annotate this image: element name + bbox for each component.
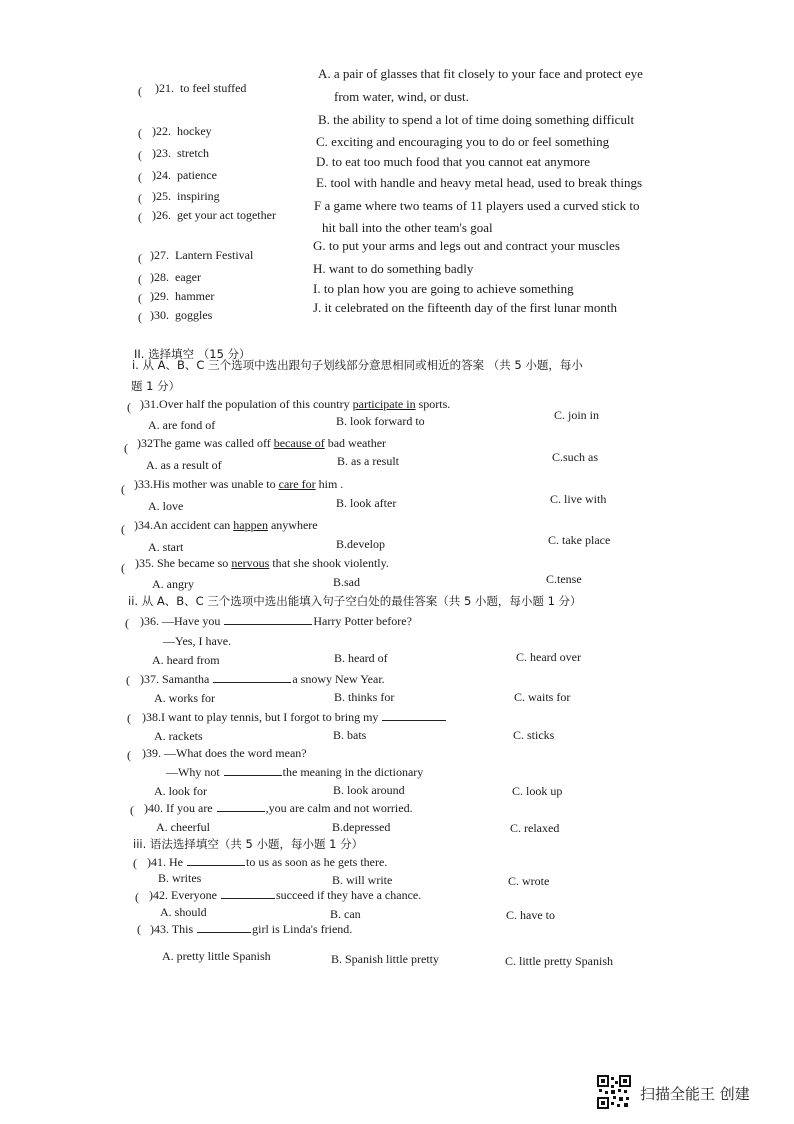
option-b: B. as a result (337, 454, 399, 468)
option-b: B. look around (333, 783, 405, 797)
option-a: A. heard from (152, 653, 220, 667)
question-33: )33.His mother was unable to care for him . (134, 477, 344, 491)
answer-paren: ( (138, 272, 142, 286)
question-38: )38.I want to play tennis, but I forgot to bring my (142, 710, 447, 725)
item-number: )21. (155, 81, 174, 95)
question-32: )32The game was called off because of bad weather (137, 436, 387, 450)
part-ii-instruction: ii. 从 A、B、C 三个选项中选出能填入句子空白处的最佳答案（共 5 小题，每小题 1 分） (128, 594, 582, 608)
option-b: B.develop (336, 537, 385, 551)
answer-paren: ( (126, 673, 130, 687)
definition-e: E. tool with handle and heavy metal head, used to break things (316, 175, 642, 190)
option-a: A. love (148, 499, 184, 513)
answer-blank (213, 681, 291, 683)
option-a: A. should (160, 905, 207, 919)
underlined-phrase: because of (273, 436, 325, 450)
answer-blank (197, 931, 251, 933)
question-39: )39. —What does the word mean? (142, 746, 307, 760)
underlined-phrase: care for (278, 477, 316, 491)
option-a: A. angry (152, 577, 194, 591)
option-a: A. cheerful (156, 820, 210, 834)
definition-d: D. to eat too much food that you cannot eat anymore (316, 154, 591, 169)
answer-paren: ( (135, 890, 139, 904)
option-c: C. join in (554, 408, 600, 422)
underlined-phrase: participate in (352, 397, 416, 411)
answer-paren: ( (127, 400, 131, 414)
dialogue-reply: —Yes, I have. (163, 634, 232, 648)
question-31: )31.Over half the population of this country participate in sports. (140, 397, 451, 411)
option-a: A. pretty little Spanish (162, 949, 271, 963)
answer-paren: ( (125, 616, 129, 630)
definition-h: H. want to do something badly (313, 261, 474, 276)
option-a: A. as a result of (146, 458, 222, 472)
option-b: B.depressed (332, 820, 391, 834)
answer-blank (382, 719, 446, 721)
option-b: B.sad (333, 575, 360, 589)
section-title: II. 选择填空 （15 分） (134, 347, 251, 361)
option-c: C.such as (552, 450, 598, 464)
item-text: stretch (177, 146, 209, 160)
item-number: )22. (152, 124, 171, 138)
question-36: )36. —Have you Harry Potter before? (140, 614, 412, 628)
part-i-instruction: i. 从 A、B、C 三个选项中选出跟句子划线部分意思相同或相近的答案 （共 5 小题，每小 (132, 358, 583, 372)
question-34: )34.An accident can happen anywhere (134, 518, 318, 532)
option-b: B. look after (336, 496, 397, 510)
answer-paren: ( (127, 711, 131, 725)
item-number: )24. (152, 168, 171, 182)
answer-paren: ( (130, 803, 134, 817)
option-c: C. take place (548, 533, 611, 547)
answer-paren: ( (138, 251, 142, 265)
answer-blank (224, 774, 282, 776)
item-text: to feel stuffed (180, 81, 247, 95)
item-text: Lantern Festival (175, 248, 254, 262)
definition-b: B. the ability to spend a lot of time doing something difficult (318, 112, 635, 127)
part-i-instruction-cont: 题 1 分） (131, 379, 181, 393)
item-text: patience (177, 168, 217, 182)
answer-blank (224, 623, 312, 625)
question-40: )40. If you are ,you are calm and not worried. (144, 801, 413, 815)
option-a: A. are fond of (148, 418, 216, 432)
option-c: C. waits for (514, 690, 571, 704)
option-c: C.tense (546, 572, 582, 586)
item-number: )29. (150, 289, 169, 303)
option-b: B. heard of (334, 651, 388, 665)
definition-c: C. exciting and encouraging you to do or feel something (316, 134, 610, 149)
option-b: B. Spanish little pretty (331, 952, 439, 966)
qr-code-icon (597, 1075, 631, 1109)
question-35: )35. She became so nervous that she shook violently. (135, 556, 389, 570)
definition-a: A. a pair of glasses that fit closely to your face and protect eye (318, 66, 643, 81)
option-b: B. thinks for (334, 690, 395, 704)
question-37: )37. Samantha a snowy New Year. (140, 672, 385, 686)
item-number: )25. (152, 189, 171, 203)
answer-paren: ( (124, 441, 128, 455)
option-b: B. bats (333, 728, 367, 742)
option-c: C. have to (506, 908, 555, 922)
option-b: B. will write (332, 873, 393, 887)
option-a: A. works for (154, 691, 215, 705)
option-b: B. look forward to (336, 414, 425, 428)
answer-paren: ( (127, 748, 131, 762)
answer-paren: ( (138, 210, 142, 224)
definition-i: I. to plan how you are going to achieve something (313, 281, 574, 296)
item-text: hammer (175, 289, 215, 303)
item-text: inspiring (177, 189, 220, 203)
answer-paren: ( (138, 291, 142, 305)
option-a: B. writes (158, 871, 202, 885)
answer-blank (187, 864, 245, 866)
option-a: A. rackets (154, 729, 203, 743)
item-text: get your act together (177, 208, 276, 222)
option-b: B. can (330, 907, 361, 921)
question-41: )41. He to us as soon as he gets there. (147, 855, 388, 869)
definition-a-cont: from water, wind, or dust. (334, 89, 469, 104)
definition-j: J. it celebrated on the fifteenth day of the first lunar month (313, 300, 617, 315)
answer-paren: ( (121, 522, 125, 536)
item-text: eager (175, 270, 201, 284)
question-43: )43. This girl is Linda's friend. (150, 922, 353, 936)
item-text: goggles (175, 308, 213, 322)
answer-blank (217, 810, 265, 812)
option-a: A. look for (154, 784, 207, 798)
underlined-phrase: happen (233, 518, 268, 532)
definition-f: F a game where two teams of 11 players used a curved stick to (314, 198, 640, 213)
item-number: )30. (150, 308, 169, 322)
option-c: C. live with (550, 492, 607, 506)
item-number: )26. (152, 208, 171, 222)
answer-paren: ( (133, 856, 137, 870)
item-number: )27. (150, 248, 169, 262)
option-c: C. little pretty Spanish (505, 954, 613, 968)
item-number: )23. (152, 146, 171, 160)
option-c: C. heard over (516, 650, 581, 664)
answer-paren: ( (137, 922, 141, 936)
option-c: C. sticks (513, 728, 555, 742)
underlined-phrase: nervous (231, 556, 270, 570)
answer-paren: ( (138, 170, 142, 184)
question-42: )42. Everyone succeed if they have a chance. (149, 888, 422, 902)
answer-blank (221, 897, 275, 899)
option-a: A. start (148, 540, 184, 554)
answer-paren: ( (138, 84, 142, 98)
answer-paren: ( (138, 310, 142, 324)
part-iii-instruction: iii. 语法选择填空（共 5 小题，每小题 1 分） (133, 837, 364, 851)
answer-paren: ( (138, 191, 142, 205)
answer-paren: ( (138, 148, 142, 162)
answer-paren: ( (121, 482, 125, 496)
option-c: C. wrote (508, 874, 550, 888)
item-number: )28. (150, 270, 169, 284)
answer-paren: ( (138, 126, 142, 140)
scanner-brand-text: 扫描全能王 创建 (640, 1085, 750, 1103)
option-c: C. look up (512, 784, 563, 798)
definition-f-cont: hit ball into the other team's goal (322, 220, 493, 235)
answer-paren: ( (121, 561, 125, 575)
option-c: C. relaxed (510, 821, 560, 835)
dialogue-reply: —Why not the meaning in the dictionary (166, 765, 424, 779)
definition-g: G. to put your arms and legs out and contract your muscles (313, 238, 620, 253)
item-text: hockey (177, 124, 212, 138)
